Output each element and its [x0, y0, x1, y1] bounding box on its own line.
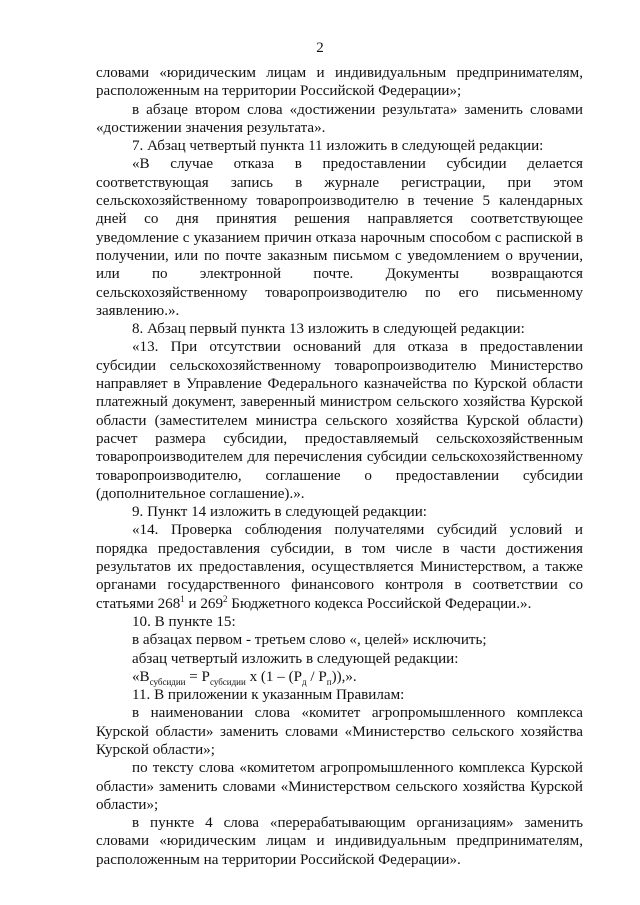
formula-open: «В [132, 668, 150, 685]
p14-text-after: Бюджетного кодекса Российской Федерации.». [227, 595, 532, 612]
paragraph: «В случае отказа в предоставлении субсидии делается соответствующая запись в журнале регистрации, при этом сельскохозяйственному товаропроизводителю в течение 5 календарных дней со дня принятия решения направляется соответствующее уведомление с указанием причин отказа нарочным способом с распиской в получении, или по почте заказным письмом с уведомлением о вручении, или по электронной почте. Документы возвращаются сельскохозяйственному товаропроизводителю по его письменному заявлению.». [96, 156, 583, 319]
paragraph: по тексту слова «комитетом агропромышленного комплекса Курской области» заменить словами «Министерством сельского хозяйства Курской области»; [96, 760, 583, 813]
p14-text-middle: и 269 [184, 595, 224, 612]
p14-text-before: «14. Проверка соблюдения получателями субсидий условий и порядка предоставления субсидии, в том числе в части достижения результатов их предоставления, осуществляется Министерством, а также органами государственного финансового контроля в соответствии со статьями 268 [96, 522, 583, 612]
document-body [96, 64, 583, 869]
paragraph: 9. Пункт 14 изложить в следующей редакции: [132, 504, 427, 521]
subscript: д [302, 676, 307, 687]
paragraph: абзац четвертый изложить в следующей редакции: [132, 650, 459, 667]
superscript: 1 [180, 593, 185, 604]
superscript: 2 [223, 593, 228, 604]
paragraph-point-14 [96, 521, 583, 612]
paragraph: в абзаце втором слова «достижении результата» заменить словами «достижении значения результата». [96, 101, 583, 136]
paragraph: «13. При отсутствии оснований для отказа в предоставлении субсидии сельскохозяйственному товаропроизводителю Министерство направляет в Управление Федерального казначейства по Курской области платежный документ, заверенный министром сельского хозяйства Курской области (заместителем министра сельского хозяйства Курской области) расчет размера субсидии, предоставляемый сельскохозяйственным товаропроизводителем для перечисления субсидии сельскохозяйственному товаропроизводителю, соглашение о предоставлении субсидии (дополнительное соглашение).». [96, 339, 583, 502]
paragraph: 8. Абзац первый пункта 13 изложить в следующей редакции: [132, 321, 525, 338]
paragraph: словами «юридическим лицам и индивидуальным предпринимателям, расположенным на территории Российской Федерации»; [96, 65, 583, 100]
subscript: субсидии [209, 676, 246, 687]
formula [96, 668, 583, 686]
subscript: субсидии [149, 676, 186, 687]
formula-slash: / P [306, 668, 327, 685]
formula-close: )),». [331, 668, 357, 685]
formula-eq: = P [185, 668, 210, 685]
paragraph: 11. В приложении к указанным Правилам: [132, 687, 405, 704]
subscript: п [326, 676, 332, 687]
paragraph: в наименовании слова «комитет агропромышленного комплекса Курской области» заменить словами «Министерство сельского хозяйства Курской области»; [96, 705, 583, 758]
page-number: 2 [316, 40, 324, 56]
paragraph: в пункте 4 слова «перерабатывающим организациям» заменить словами «юридическим лицам и индивидуальным предпринимателям, расположенным на территории Российской Федерации». [96, 815, 583, 868]
paragraph: в абзацах первом - третьем слово «, целей» исключить; [132, 632, 487, 649]
formula-mid: x (1 – (P [245, 668, 302, 685]
paragraph: 10. В пункте 15: [132, 613, 236, 630]
paragraph: 7. Абзац четвертый пункта 11 изложить в следующей редакции: [132, 138, 544, 155]
